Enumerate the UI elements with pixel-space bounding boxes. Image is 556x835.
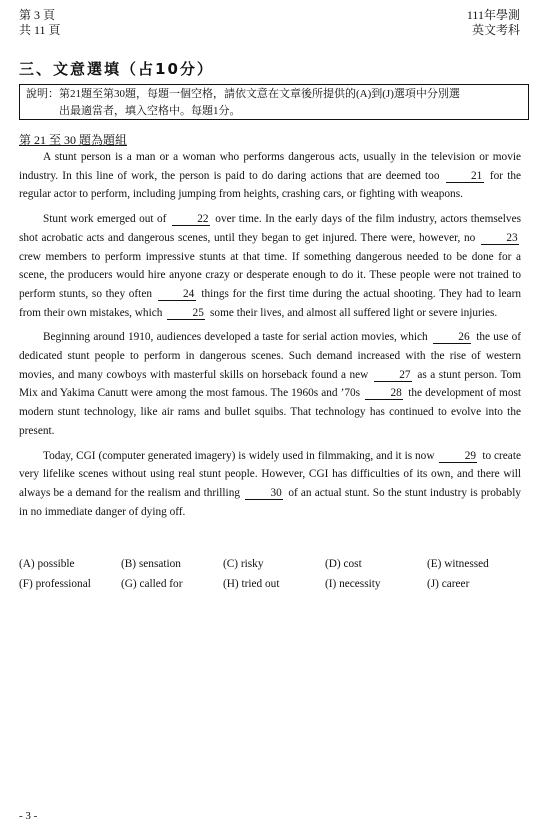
passage-text: things for the first time during the actual shooting. They had to learn from their own mistakes, which [19, 287, 521, 319]
answer-blank-28[interactable]: 28 [365, 387, 403, 400]
page-header-right [467, 8, 520, 38]
option-item: (F) professional [19, 578, 91, 590]
passage-text: for the regular actor to perform, including jumping from heights, crashing cars, or fighting with weapons. [19, 169, 522, 201]
answer-blank-21[interactable]: 21 [446, 170, 484, 183]
option-item: (E) witnessed [427, 558, 489, 570]
answer-blank-29[interactable]: 29 [439, 450, 477, 463]
reading-passage [19, 148, 521, 527]
exam-subject: 英文考科 [471, 23, 520, 37]
question-group-title: 第 21 至 30 題為題組 [19, 133, 128, 147]
passage-text: A stunt person is a man or a woman who performs dangerous acts, usually in the television or movie industry. In this line of work, the person is paid to do daring actions that are deemed too [19, 151, 521, 182]
option-item: (B) sensation [121, 558, 181, 570]
answer-blank-25[interactable]: 25 [167, 307, 205, 320]
passage-text: the development of most modern stunt technology, like air rams and bullet squibs. That technology has continued to evolve into the present. [19, 387, 521, 437]
instructions-box [19, 84, 529, 120]
instructions-line-1: 說明：第21題至第30題，每題一個空格，請依文意在文章後所提供的(A)到(J)選項中分別選 [26, 88, 460, 100]
section-title: 三、文意選填（占10分） [19, 60, 214, 78]
page-indicator: 第 3 頁 [19, 8, 56, 22]
passage-text: Stunt work emerged out of [43, 213, 170, 226]
passage-text: some their lives, and almost all suffered light or severe injuries. [207, 306, 498, 319]
page-number: - 3 - [19, 810, 38, 822]
passage-text: to create very lifelike scenes without using real stunt people. However, CGI has difficulties of its own, and there will always be a demand for the realism and thrilling [19, 449, 521, 499]
answer-blank-26[interactable]: 26 [433, 331, 471, 344]
passage-text: the use of dedicated stunt people to perform in dangerous scenes. Such demand increased with the rise of western movies, and many cowboys with masterful skills on horseback found a new [19, 331, 521, 381]
option-item: (I) necessity [325, 578, 381, 590]
option-item: (C) risky [223, 558, 264, 570]
passage-text: over time. In the early days of the film industry, actors themselves shot acrobatic acts and dangerous scenes, until they began to get injured. There were, however, no [19, 213, 521, 244]
passage-paragraph [19, 210, 521, 322]
answer-blank-24[interactable]: 24 [158, 288, 196, 301]
passage-text: as a stunt person. Tom Mix and Yakima Canutt were among the most famous. The 1960s and ’70s [19, 368, 521, 400]
answer-blank-23[interactable]: 23 [481, 232, 519, 245]
option-item: (H) tried out [223, 578, 280, 590]
passage-text: crew members to perform impressive stunts at that time. If something dangerous needed to be done for a scene, the producers would hire anyone crazy or desperate enough to do it. These people were not trained to perform stunts, so they often [19, 250, 521, 300]
exam-year: 111年學測 [466, 8, 520, 22]
option-item: (G) called for [121, 578, 183, 590]
passage-paragraph [19, 148, 521, 204]
answer-options [19, 557, 529, 591]
option-item: (D) cost [325, 558, 362, 570]
answer-blank-27[interactable]: 27 [374, 369, 412, 382]
passage-paragraph [19, 447, 521, 522]
passage-text: Today, CGI (computer generated imagery) is widely used in filmmaking, and it is now [43, 449, 438, 462]
answer-blank-22[interactable]: 22 [172, 213, 210, 226]
passage-text: Beginning around 1910, audiences developed a taste for serial action movies, which [43, 331, 431, 344]
option-item: (J) career [427, 578, 470, 590]
instructions-line-2: 出最適當者，填入空格中。每題1分。 [59, 105, 241, 117]
passage-text: of an actual stunt. So the stunt industry is probably in no immediate danger of dying off. [19, 486, 521, 518]
total-pages: 共 11 頁 [19, 23, 61, 37]
option-item: (A) possible [19, 558, 75, 570]
answer-blank-30[interactable]: 30 [245, 487, 283, 500]
page-header-left [19, 8, 61, 38]
passage-paragraph [19, 328, 521, 440]
